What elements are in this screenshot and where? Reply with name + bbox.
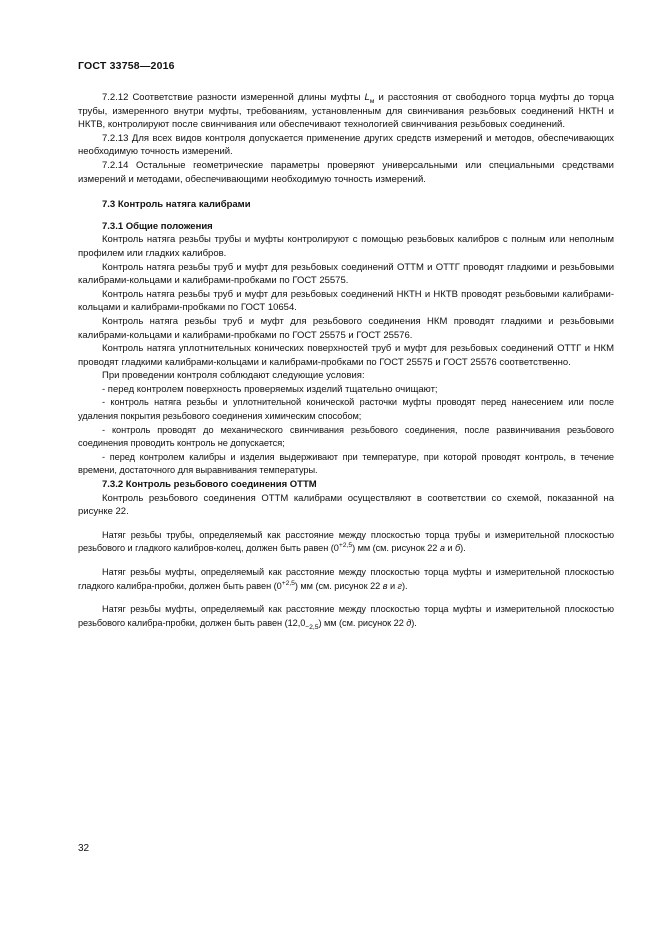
paragraph-7-2-14: 7.2.14 Остальные геометрические параметры проверяют универсальными или специальными средствами измерений и методами, обеспечивающими необходимую точность измерений.	[78, 159, 614, 185]
list-item: - перед контролем поверхность проверяемых изделий тщательно очищают;	[102, 383, 438, 395]
list-item: - контроль натяга резьбы и уплотнительной конической расточки муфты проводят перед нанесением или после удаления покрытия резьбового соединения химическим способом;	[78, 397, 614, 422]
list-item: - перед контролем калибры и изделия выдерживают при температуре, при которой проводят контроль, в течение времени, достаточного для выравнивания температуры.	[78, 451, 614, 476]
paragraph-7-2-13: 7.2.13 Для всех видов контроля допускается применение других средств измерений и методов, обеспечивающих необходимую точность измерений.	[78, 132, 614, 158]
paragraph: Контроль резьбового соединения ОТТМ калибрами осуществляют в соответствии со схемой, показанной на рисунке 22.	[78, 492, 614, 518]
list-item: - контроль проводят до механического свинчивания резьбового соединения, после развинчивания резьбового соединения проводить контроль не допускается;	[78, 424, 614, 449]
paragraph: Контроль натяга уплотнительных конических поверхностей труб и муфт для резьбовых соединений ОТТГ и НКМ проводят гладкими калибрами-кольцами и калибрами-пробками по ГОСТ 25575 и ГОСТ 25576 соответственно.	[78, 343, 614, 368]
subsection-heading-7-3-2: 7.3.2 Контроль резьбового соединения ОТТМ	[102, 479, 317, 491]
paragraph-tightness-coupling-threaded: Натяг резьбы муфты, определяемый как расстояние между плоскостью торца муфты и измерительной плоскостью резьбового калибра-пробки, должен быть равен $(12,0_{-2,5})$ мм (см. рисунок 22 д).	[78, 604, 614, 631]
subsection-heading-7-3-1: 7.3.1 Общие положения	[102, 220, 213, 232]
paragraph-tightness-pipe: Натяг резьбы трубы, определяемый как расстояние между плоскостью торца трубы и измерительной плоскостью резьбового и гладкого калибров-колец, должен быть равен $(0^{+2,5})$ мм (см. рисунок 22 а и б).	[78, 529, 614, 554]
paragraph-7-2-12: 7.2.12 Соответствие разности измеренной длины муфты $L_м$ и расстояния от свободного торца муфты до торца трубы, измеренного внутри муфты, требованиям, установленным для свинчивания резьбовых соединений НКТН и НКТВ, контролируют после свинчивания или обеспечивают технологией свинчивания резьбовых соединений.	[78, 92, 614, 131]
document-body	[78, 91, 614, 630]
paragraph-tightness-coupling-smooth: Натяг резьбы муфты, определяемый как расстояние между плоскостью торца муфты и измерительной плоскостью гладкого калибра-пробки, должен быть равен $(0^{+2,5})$ мм (см. рисунок 22 в и г).	[78, 567, 614, 591]
paragraph: Контроль натяга резьбы трубы и муфты контролируют с помощью резьбовых калибров с полным или неполным профилем или гладких калибров.	[78, 234, 614, 259]
paragraph: Контроль натяга резьбы труб и муфт для резьбового соединения НКМ проводят гладкими и резьбовыми калибрами-кольцами и калибрами-пробками по ГОСТ 25575 и ГОСТ 25576.	[78, 315, 614, 341]
page-number: 32	[78, 843, 90, 854]
section-heading-7-3: 7.3 Контроль натяга калибрами	[102, 199, 251, 211]
document-header: ГОСТ 33758—2016	[78, 60, 175, 72]
paragraph: При проведении контроля соблюдают следующие условия:	[102, 370, 365, 382]
paragraph: Контроль натяга резьбы труб и муфт для резьбовых соединений ОТТМ и ОТТГ проводят гладкими и резьбовыми калибрами-кольцами и калибрами-пробками по ГОСТ 25575.	[78, 261, 614, 287]
paragraph: Контроль натяга резьбы труб и муфт для резьбовых соединений НКТН и НКТВ проводят резьбовыми калибрами-кольцами и калибрами-пробками по ГОСТ 10654.	[78, 288, 614, 314]
